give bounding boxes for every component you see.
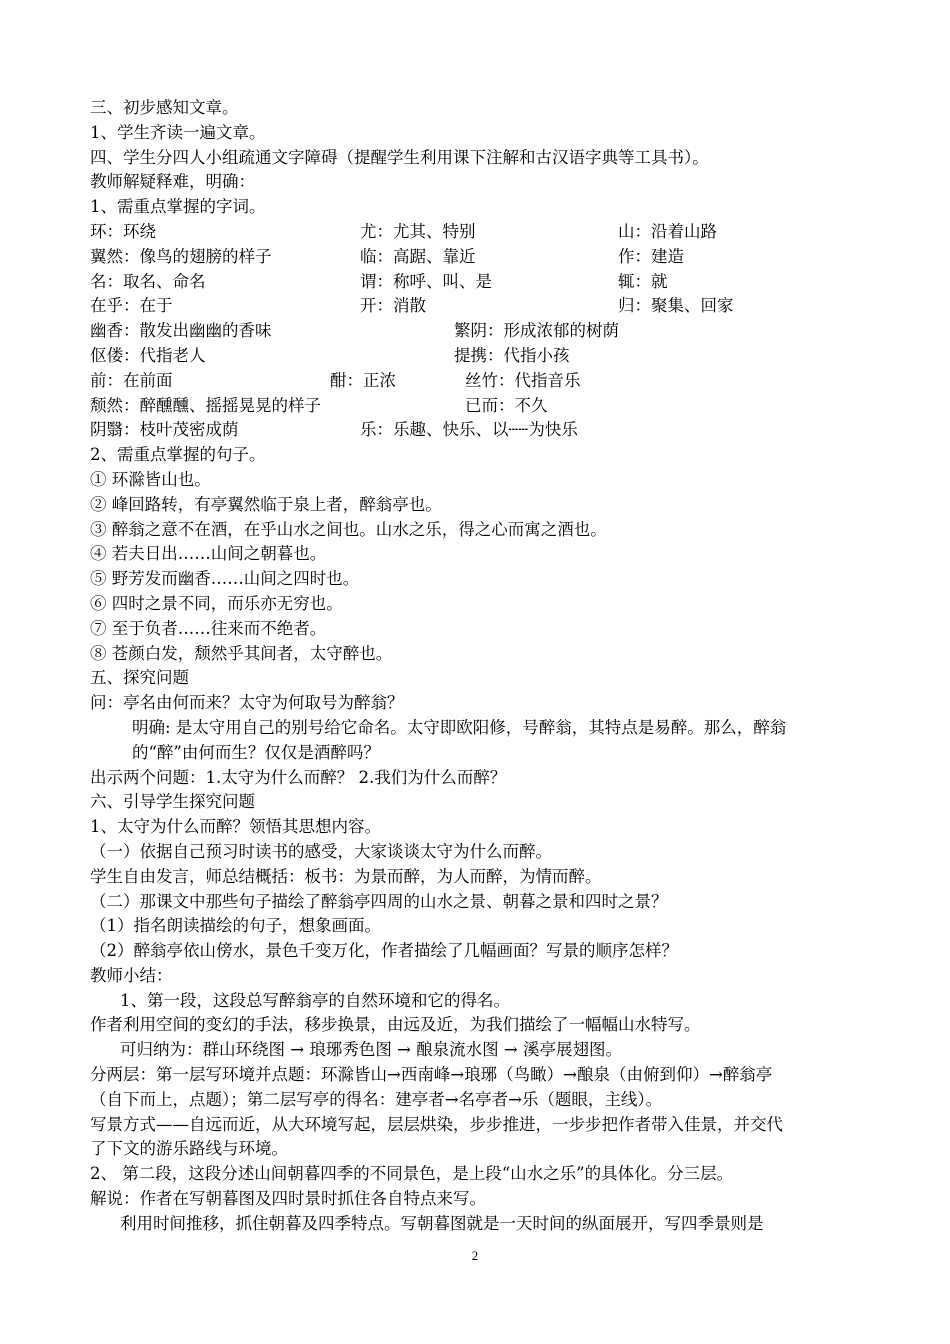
vocab-item: 丝竹：代指音乐 [465, 370, 581, 390]
vocab-row [90, 270, 870, 295]
sentence-item: ⑥ 四时之景不同，而乐亦无穷也。 [90, 593, 343, 613]
sentence-item: ⑧ 苍颜白发，颓然乎其间者，太守醉也。 [90, 643, 393, 663]
section-heading: 四、学生分四人小组疏通文字障碍（提醒学生利用课下注解和古汉语字典等工具书）。 [90, 147, 709, 167]
question: 问：亭名由何而来？太守为何取号为醉翁？ [90, 693, 404, 713]
sentence-item: ① 环滁皆山也。 [90, 469, 211, 489]
subheading: 2、需重点掌握的句子。 [90, 445, 266, 465]
vocab-row [90, 245, 870, 270]
answer: 明确: 是太守用自己的别号给它命名。太守即欧阳修，号醉翁，其特点是易醉。那么，醉翁 [132, 717, 787, 737]
paragraph: 2、 第二段，这段分述山间朝暮四季的不同景色，是上段“山水之乐”的具体化。分三层。 [90, 1164, 734, 1184]
subheading: 1、需重点掌握的字词。 [90, 197, 266, 217]
section-heading: 六、引导学生探究问题 [90, 792, 255, 812]
paragraph: 教师小结： [90, 965, 173, 985]
paragraph: 分两层：第一层写环境并点题：环滁皆山→西南峰→琅琊（鸟瞰）→酿泉（由俯到仰）→醉翁亭 [90, 1065, 773, 1085]
paragraph: 1、第一段，这段总写醉翁亭的自然环境和它的得名。 [120, 990, 510, 1010]
paragraph: 1、太守为什么而醉？领悟其思想内容。 [90, 817, 381, 837]
section-heading: 五、探究问题 [90, 668, 189, 688]
vocab-row [90, 319, 870, 344]
sentence-item: ⑦ 至于负者……往来而不绝者。 [90, 618, 327, 638]
vocab-item: 辄：就 [618, 271, 668, 291]
paragraph: 教师解疑释难，明确： [90, 172, 255, 192]
paragraph: （一）依据自己预习时读书的感受，大家谈谈太守为什么而醉。 [90, 841, 552, 861]
paragraph: （1）指名朗读描绘的句子，想象画面。 [90, 916, 381, 936]
vocab-row [90, 394, 870, 419]
paragraph: 1、学生齐读一遍文章。 [90, 122, 266, 142]
vocab-item: 提携：代指小孩 [454, 345, 570, 365]
section-heading: 三、初步感知文章。 [90, 98, 239, 117]
vocab-item: 前：在前面 [90, 370, 173, 390]
paragraph: （自下而上，点题）；第二层写亭的得名：建亭者→名亭者→乐（题眼，主线）。 [90, 1089, 663, 1109]
paragraph: 作者利用空间的变幻的手法，移步换景，由远及近，为我们描绘了一幅幅山水特写。 [90, 1015, 701, 1035]
sentence-item: ③ 醉翁之意不在酒，在乎山水之间也。山水之乐，得之心而寓之酒也。 [90, 519, 607, 539]
sentence-item: ⑤ 野芳发而幽香……山间之四时也。 [90, 569, 360, 589]
vocab-item: 阴翳：枝叶茂密成荫 [90, 420, 239, 440]
vocab-row [90, 418, 870, 443]
sentence-item: ④ 若夫日出……山间之朝暮也。 [90, 544, 327, 564]
vocab-item: 谓：称呼、叫、是 [360, 271, 492, 291]
vocab-item: 环：环绕 [90, 221, 156, 241]
paragraph: 了下文的游乐路线与环境。 [90, 1139, 288, 1159]
vocab-item: 繁阴：形成浓郁的树荫 [454, 321, 619, 341]
paragraph: 利用时间推移，抓住朝暮及四季特点。写朝暮图就是一天时间的纵面展开，写四季景则是 [120, 1213, 764, 1233]
vocab-row [90, 369, 870, 394]
vocab-item: 在乎：在于 [90, 296, 173, 316]
vocab-item: 酣：正浓 [330, 370, 396, 390]
paragraph: （2）醉翁亭依山傍水，景色千变万化，作者描绘了几幅画面？写景的顺序怎样？ [90, 941, 678, 961]
vocab-row [90, 344, 870, 369]
vocab-item: 颓然：醉醺醺、摇摇晃晃的样子 [90, 395, 321, 415]
paragraph: 学生自由发言，师总结概括：板书：为景而醉，为人而醉，为情而醉。 [90, 866, 602, 886]
vocab-item: 乐：乐趣、快乐、以┄┄为快乐 [360, 420, 578, 440]
paragraph: 出示两个问题：1.太守为什么而醉？ 2.我们为什么而醉？ [90, 767, 507, 787]
paragraph: 解说：作者在写朝暮图及四时景时抓住各自特点来写。 [90, 1189, 486, 1209]
vocab-item: 临：高踞、靠近 [360, 246, 476, 266]
vocab-item: 山：沿着山路 [618, 221, 717, 241]
vocab-row [90, 220, 870, 245]
vocab-item: 幽香：散发出幽幽的香味 [90, 321, 272, 341]
vocab-row [90, 294, 870, 319]
paragraph: （二）那课文中那些句子描绘了醉翁亭四周的山水之景、朝暮之景和四时之景？ [90, 891, 668, 911]
paragraph: 可归纳为：群山环绕图 → 琅琊秀色图 → 酿泉流水图 → 溪亭展翅图。 [120, 1040, 622, 1060]
page-number: 2 [471, 1248, 479, 1263]
vocab-item: 尤：尤其、特别 [360, 221, 476, 241]
vocab-item: 归：聚集、回家 [618, 296, 734, 316]
document-page [90, 96, 870, 1237]
vocab-item: 伛偻：代指老人 [90, 345, 206, 365]
vocab-item: 已而：不久 [465, 395, 548, 415]
sentence-item: ② 峰回路转，有亭翼然临于泉上者，醉翁亭也。 [90, 494, 442, 514]
vocab-item: 名：取名、命名 [90, 271, 206, 291]
vocab-item: 翼然：像鸟的翅膀的样子 [90, 246, 272, 266]
vocab-item: 作：建造 [618, 246, 684, 266]
vocab-item: 开：消散 [360, 296, 426, 316]
answer: 的“醉”由何而生？仅仅是酒醉吗？ [132, 742, 380, 762]
paragraph: 写景方式——自远而近，从大环境写起，层层烘染，步步推进，一步步把作者带入佳景，并交代 [90, 1114, 783, 1134]
